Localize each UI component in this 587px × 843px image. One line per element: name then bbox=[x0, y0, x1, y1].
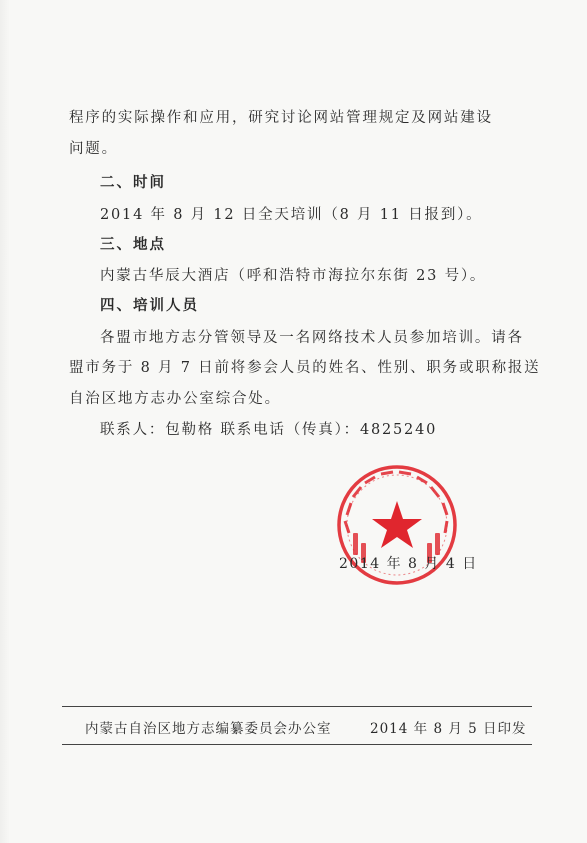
section-heading-location: 三、地点 bbox=[100, 237, 166, 253]
section-text-location: 内蒙古华辰大酒店（呼和浩特市海拉尔东街 23 号）。 bbox=[100, 268, 487, 284]
signature-date: 2014 年 8 月 4 日 bbox=[339, 556, 478, 572]
body-line: 问题。 bbox=[69, 141, 118, 157]
footer-issuer: 内蒙古自治区地方志编纂委员会办公室 bbox=[85, 721, 332, 737]
section-text-attendees: 自治区地方志办公室综合处。 bbox=[69, 391, 281, 407]
section-heading-time: 二、时间 bbox=[100, 175, 166, 191]
section-text-attendees: 各盟市地方志分管领导及一名网络技术人员参加培训。请各 bbox=[100, 330, 524, 346]
section-text-time: 2014 年 8 月 12 日全天培训（8 月 11 日报到）。 bbox=[100, 207, 483, 223]
section-text-attendees: 盟市务于 8 月 7 日前将参会人员的姓名、性别、职务或职称报送 bbox=[69, 360, 541, 376]
body-line: 程序的实际操作和应用，研究讨论网站管理规定及网站建设 bbox=[69, 110, 493, 126]
footer-divider-bottom bbox=[62, 744, 532, 745]
contact-info: 联系人：包勒格 联系电话（传真）：4825240 bbox=[100, 422, 438, 438]
footer-divider-top bbox=[62, 706, 532, 707]
section-heading-attendees: 四、培训人员 bbox=[100, 298, 199, 314]
footer-print-date: 2014 年 8 月 5 日印发 bbox=[370, 721, 527, 737]
